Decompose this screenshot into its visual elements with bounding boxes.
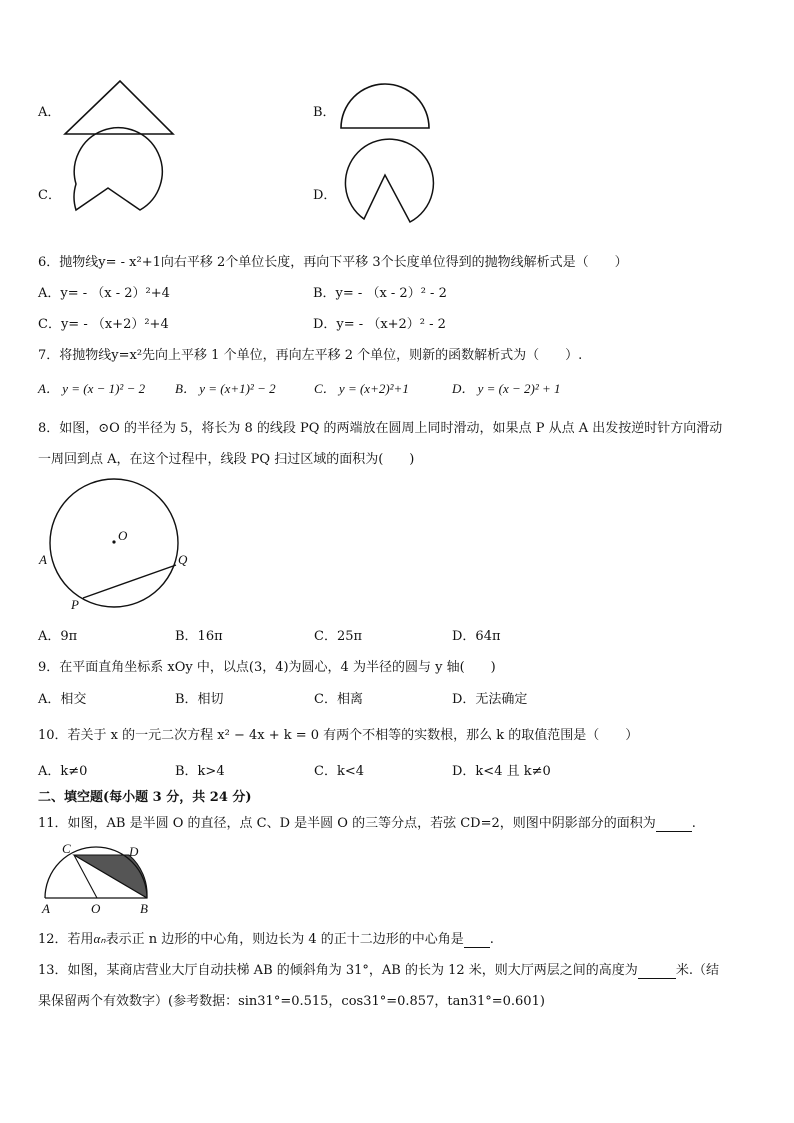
option-d-label: D．: [313, 188, 337, 203]
answer-blank: [638, 963, 676, 979]
point-c-label: C: [62, 841, 71, 856]
question-10-stem: 10．若关于 x 的一元二次方程 x² − 4x + k = 0 有两个不相等的实数根，那么 k 的取值范围是（ ）: [38, 728, 639, 743]
question-7-stem: 7．将抛物线y=x²先向上平移 1 个单位，再向左平移 2 个单位，则新的函数解析式为（ ）.: [38, 348, 583, 363]
point-q-label: Q: [178, 552, 188, 567]
question-10-option-a: A．k≠0: [38, 764, 88, 779]
question-9-option-a: A．相交: [38, 692, 87, 707]
center-o-label: O: [118, 528, 128, 543]
point-a-label: A: [39, 552, 47, 567]
question-12-stem: [38, 928, 494, 948]
question-13-line-2: 果保留两个有效数字）(参考数据：sin31°=0.515，cos31°=0.857，tan31°=0.601): [38, 994, 545, 1009]
point-p-label: P: [71, 597, 79, 612]
point-d-label: D: [129, 844, 139, 859]
question-7-option-d: D． y = (x − 2)² + 1: [452, 381, 561, 396]
question-6-stem: 6．抛物线y= - x²+1向右平移 2个单位长度，再向下平移 3个长度单位得到的抛物线解析式是（ ）: [38, 255, 628, 270]
question-8-line-1: 8．如图，⊙O 的半径为 5，将长为 8 的线段 PQ 的两端放在圆周上同时滑动，如果点 P 从点 A 出发按逆时针方向滑动: [38, 421, 723, 436]
question-6-option-d: D．y= - （x+2）² - 2: [313, 317, 446, 332]
question-8-option-d: D．64π: [452, 629, 501, 644]
question-6-option-a: A．y= - （x - 2）²+4: [38, 286, 170, 301]
question-8-option-b: B．16π: [175, 629, 223, 644]
question-10-option-c: C．k<4: [314, 764, 364, 779]
question-12-text-pre: 12．若用: [38, 932, 94, 947]
question-6-option-b: B．y= - （x - 2）² - 2: [313, 286, 447, 301]
question-9-option-d: D．无法确定: [452, 692, 528, 707]
point-o-label: O: [91, 901, 101, 916]
option-c-label: C．: [38, 188, 61, 203]
question-7-option-a: A． y = (x − 1)² − 2: [38, 381, 146, 396]
question-8-line-2: 一周回到点 A，在这个过程中，线段 PQ 扫过区域的面积为( ): [38, 452, 415, 467]
question-13-text-pre: 13．如图，某商店营业大厅自动扶梯 AB 的倾斜角为 31°，AB 的长为 12 米，则大厅两层之间的高度为: [38, 963, 638, 978]
section-2-title: 二、填空题(每小题 3 分，共 24 分): [38, 790, 252, 805]
question-9-option-c: C．相离: [314, 692, 363, 707]
question-10-option-d: D．k<4 且 k≠0: [452, 764, 551, 779]
question-8-option-a: A．9π: [38, 629, 78, 644]
question-10-option-b: B．k>4: [175, 764, 225, 779]
question-7-option-b: B． y = (x+1)² − 2: [175, 381, 276, 396]
question-8-option-c: C．25π: [314, 629, 363, 644]
point-b-label: B: [140, 901, 148, 916]
option-a-label: A．: [38, 105, 61, 120]
alpha-n-symbol: αₙ: [93, 931, 106, 946]
question-12-text: 表示正 n 边形的中心角，则边长为 4 的正十二边形的中心角是: [105, 932, 464, 947]
point-a-label: A: [42, 901, 50, 916]
question-9-option-b: B．相切: [175, 692, 224, 707]
question-12-end: .: [489, 932, 494, 947]
question-13-text-post: 米.（结: [675, 963, 719, 978]
question-9-stem: 9．在平面直角坐标系 xOy 中，以点(3，4)为圆心，4 为半径的圆与 y 轴( ): [38, 660, 496, 675]
question-13-line-1: [38, 959, 719, 979]
question-11-end: .: [691, 816, 696, 831]
question-11-text: 11．如图，AB 是半圆 O 的直径，点 C、D 是半圆 O 的三等分点，若弦 CD=2，则图中阴影部分的面积为: [38, 816, 656, 831]
question-6-option-c: C．y= - （x+2）²+4: [38, 317, 169, 332]
option-b-label: B．: [313, 105, 336, 120]
question-7-option-c: C． y = (x+2)²+1: [314, 381, 409, 396]
answer-blank: [464, 932, 490, 948]
